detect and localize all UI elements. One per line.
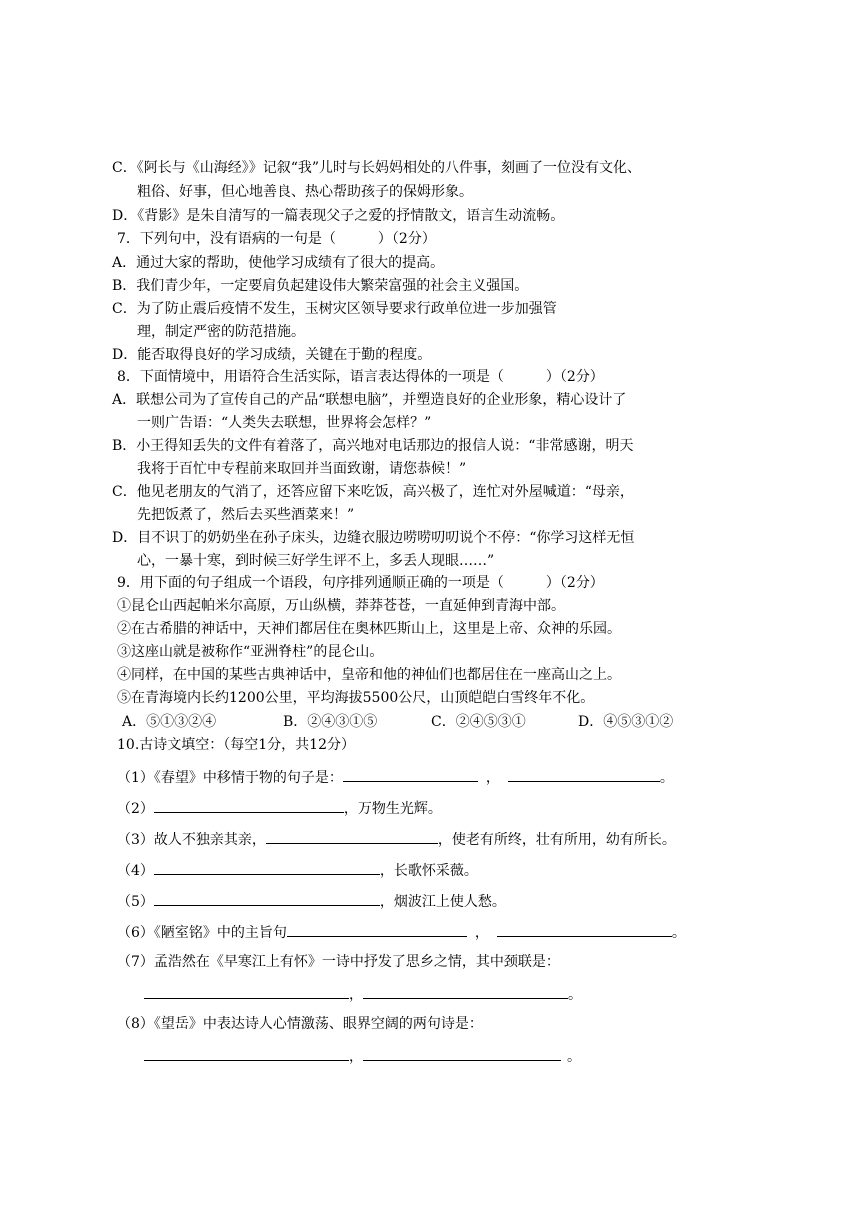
q10-item-3 xyxy=(117,828,676,850)
q10-item-1 xyxy=(117,766,674,788)
q10-item-8-sep: ， xyxy=(349,1049,363,1065)
q10-item-7-blank-a[interactable] xyxy=(144,983,349,999)
q10-item-2-end: ，万物生光辉。 xyxy=(343,801,442,817)
q10-item-2-blank[interactable] xyxy=(154,797,344,813)
q10-item-6-end: 。 xyxy=(671,925,686,941)
q10-item-4 xyxy=(117,859,478,881)
q10-item-6-blank-a[interactable] xyxy=(287,921,467,937)
q10-item-2 xyxy=(117,797,442,819)
q9-sentence-5: ⑤在青海境内长约1200公里，平均海拔5500公尺，山顶皑皑白雪终年不化。 xyxy=(117,690,595,706)
q9-sentence-1: ①昆仑山西起帕米尔高原，万山纵横，莽莽苍苍，一直延伸到青海中部。 xyxy=(117,598,565,614)
q9-stem: 9．用下面的句子组成一个语段，句序排列通顺正确的一项是（ ）（2分） xyxy=(117,575,604,591)
q6-option-d: D．《背影》是朱自清写的一篇表现父子之爱的抒情散文，语言生动流畅。 xyxy=(112,208,565,224)
q9-sentence-3: ③这座山就是被称作“亚洲脊柱”的昆仑山。 xyxy=(117,644,384,660)
q9-option-b: B．②④③①⑤ xyxy=(283,714,378,730)
q7-option-c-line1: C．为了防止震后疫情不发生，玉树灾区领导要求行政单位进一步加强管 xyxy=(112,301,557,317)
q10-item-4-end: ，长歌怀采薇。 xyxy=(379,863,478,879)
q8-option-d-line1: D．目不识丁的奶奶坐在孙子床头，边缝衣服边唠唠叨叨说个不停：“你学习这样无恒 xyxy=(112,530,635,546)
q10-item-1-prompt: （1）《春望》中移情于物的句子是： xyxy=(117,770,343,786)
q10-item-7-sep: ， xyxy=(349,987,363,1003)
q9-option-d: D．④⑤③①② xyxy=(578,714,674,730)
q10-item-6-prompt: （6）《陋室铭》中的主旨句 xyxy=(117,925,287,941)
q8-option-a-line2: 一则广告语：“人类失去联想，世界将会怎样？” xyxy=(137,415,432,431)
q10-item-8-prompt: （8）《望岳》中表达诗人心情激荡、眼界空阔的两句诗是： xyxy=(117,1016,483,1032)
q7-option-d: D．能否取得良好的学习成绩，关键在于勤的程度。 xyxy=(112,347,432,363)
q10-item-7-end: 。 xyxy=(568,987,582,1003)
q10-item-4-blank[interactable] xyxy=(154,859,380,875)
q10-item-7-answer xyxy=(144,983,582,1005)
q9-sentence-4: ④同样，在中国的某些古典神话中，皇帝和他的神仙们也都居住在一座高山之上。 xyxy=(117,667,621,683)
q6-option-c-line1: C．《阿长与《山海经》》记叙“我”儿时与长妈妈相处的八件事，刻画了一位没有文化、 xyxy=(112,160,642,176)
q10-stem: 10.古诗文填空：（每空1分，共12分） xyxy=(117,737,355,753)
q7-stem: 7．下列句中，没有语病的一句是（ ）（2分） xyxy=(117,231,436,247)
q8-stem: 8．下面情境中，用语符合生活实际，语言表达得体的一项是（ ）（2分） xyxy=(117,369,604,385)
q8-option-c-line1: C．他见老朋友的气消了，还答应留下来吃饭，高兴极了，连忙对外屋喊道：“母亲， xyxy=(112,484,634,500)
q10-item-4-prompt: （4） xyxy=(117,863,154,879)
q10-item-8-answer xyxy=(144,1045,581,1067)
q10-item-1-blank-a[interactable] xyxy=(343,766,478,782)
q8-option-b-line2: 我将于百忙中专程前来取回并当面致谢，请您恭候！” xyxy=(137,461,467,477)
q8-option-d-line2: 心，一暴十寒，到时候三好学生评不上，多丢人现眼……” xyxy=(137,553,495,569)
q10-item-3-blank[interactable] xyxy=(266,828,438,844)
q10-item-8-blank-b[interactable] xyxy=(363,1045,561,1061)
q10-item-7-blank-b[interactable] xyxy=(363,983,568,999)
q10-item-7-prompt: （7）孟浩然在《早寒江上有怀》一诗中抒发了思乡之情，其中颈联是： xyxy=(117,954,560,970)
q10-item-6-blank-b[interactable] xyxy=(497,921,672,937)
q10-item-5-blank[interactable] xyxy=(154,890,380,906)
q7-option-b: B．我们青少年，一定要肩负起建设伟大繁荣富强的社会主义强国。 xyxy=(112,278,529,294)
q9-option-a: A．⑤①③②④ xyxy=(122,714,217,730)
q10-item-5 xyxy=(117,890,506,912)
q7-option-c-line2: 理，制定严密的防范措施。 xyxy=(137,324,305,340)
q8-option-a-line1: A．联想公司为了宣传自己的产品“联想电脑”，并塑造良好的企业形象，精心设计了 xyxy=(112,392,627,408)
q6-option-c-line2: 粗俗、好事，但心地善良、热心帮助孩子的保姆形象。 xyxy=(137,184,473,200)
q10-item-8-blank-a[interactable] xyxy=(144,1045,349,1061)
q8-option-c-line2: 先把饭煮了，然后去买些酒菜来！” xyxy=(137,507,355,523)
q10-item-1-blank-b[interactable] xyxy=(508,766,660,782)
q9-sentence-2: ②在古希腊的神话中，天神们都居住在奥林匹斯山上，这里是上帝、众神的乐园。 xyxy=(117,621,621,637)
q10-item-5-end: ，烟波江上使人愁。 xyxy=(379,894,506,910)
q10-item-1-end: 。 xyxy=(659,770,674,786)
q10-item-8-end: 。 xyxy=(567,1049,581,1065)
q7-option-a: A．通过大家的帮助，使他学习成绩有了很大的提高。 xyxy=(112,255,445,271)
q9-option-c: C．②④⑤③① xyxy=(431,714,526,730)
q10-item-6 xyxy=(117,921,686,943)
q10-item-1-sep: ， xyxy=(485,770,500,786)
q8-option-b-line1: B．小王得知丢失的文件有着落了，高兴地对电话那边的报信人说：“非常感谢，明天 xyxy=(112,438,634,454)
q10-item-2-prompt: （2） xyxy=(117,801,154,817)
q10-item-3-end: ，使老有所终，壮有所用，幼有所长。 xyxy=(437,832,676,848)
q10-item-3-prompt: （3）故人不独亲其亲， xyxy=(117,832,266,848)
q10-item-6-sep: ， xyxy=(474,925,489,941)
q10-item-5-prompt: （5） xyxy=(117,894,154,910)
